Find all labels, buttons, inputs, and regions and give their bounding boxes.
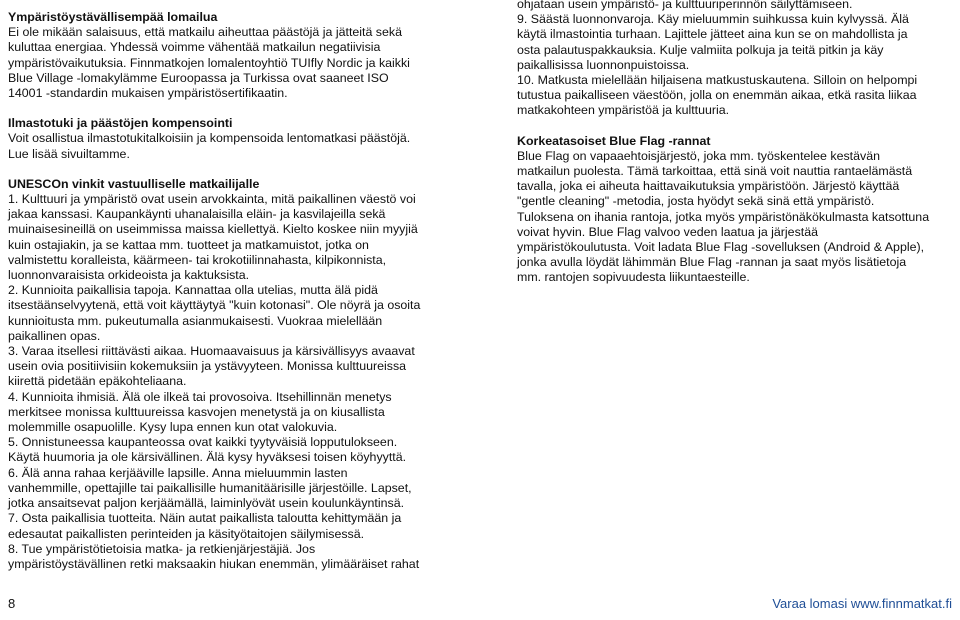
paragraph-line: tutustua paikalliseen väestöön, jolla on enemmän aikaa, etkä rasita liikaa: [517, 88, 917, 103]
paragraph-line: 7. Osta paikallisia tuotteita. Näin autat paikallista taloutta kehittymään ja: [8, 511, 402, 526]
paragraph-line: ohjataan usein ympäristö- ja kulttuuriperinnön säilyttämiseen.: [517, 0, 853, 11]
section-title: UNESCOn vinkit vastuulliselle matkailijalle: [8, 176, 260, 191]
section-eco-travel: [8, 10, 448, 101]
paragraph-line: 6. Älä anna rahaa kerjääville lapsille. Anna mieluummin lasten: [8, 465, 348, 480]
paragraph-line: vanhemmille, opettajille tai paikallisille humanitäärisille järjestöille. Lapset,: [8, 480, 412, 495]
paragraph-line: kuin ostajiakin, ja se kattaa mm. tuotteet ja matkamuistot, jotka on: [8, 237, 369, 252]
paragraph-line: ympäristövaikutuksia. Finnmatkojen lomalentoyhtiö TUIfly Nordic ja kaikki: [8, 55, 410, 70]
right-column: [517, 0, 947, 286]
paragraph-line: Tuloksena on ihania rantoja, jotka myös ympäristönäkökulmasta katsottuna: [517, 209, 930, 224]
section-title: Ympäristöystävällisempää lomailua: [8, 10, 218, 24]
paragraph-line: paikallinen opas.: [8, 328, 101, 343]
paragraph-line: itsestäänselvyytenä, että voit käyttäytyä "kuin kotonasi". Ole nöyrä ja osoita: [8, 298, 421, 313]
paragraph-line: 3. Varaa itsellesi riittävästi aikaa. Huomaavaisuus ja kärsivällisyys avaavat: [8, 344, 415, 359]
paragraph-line: kuluttaa energiaa. Yhdessä voimme vähentää matkailun negatiivisia: [8, 40, 381, 55]
paragraph-line: voivat hyvin. Blue Flag valvoo veden laatua ja järjestää: [517, 224, 818, 239]
paragraph-line: Blue Flag on vapaaehtoisjärjestö, joka mm. työskentelee kestävän: [517, 148, 880, 163]
paragraph-line: matkakohteen ympäristöä ja kulttuuria.: [517, 103, 730, 118]
section-unesco-tips-continued: [517, 0, 947, 119]
paragraph-line: tavalla, joka ei aiheuta haittavaikutuksia ympäristöön. Järjestö käyttää: [517, 179, 900, 194]
paragraph-line: "gentle cleaning" -metodia, josta hyödyt sekä sinä että ympäristö.: [517, 194, 875, 209]
section-title: Korkeatasoiset Blue Flag -rannat: [517, 133, 711, 148]
paragraph-line: Käytä huumoria ja ole kärsivällinen. Älä kysy hyväksesi toisen köyhyyttä.: [8, 450, 407, 465]
paragraph-line: ympäristökoulutusta. Voit ladata Blue Flag -sovelluksen (Android & Apple),: [517, 240, 925, 255]
paragraph-line: mm. rantojen sopivuudesta liikuntaesteille.: [517, 270, 750, 285]
section-title: Ilmastotuki ja päästöjen kompensointi: [8, 116, 233, 131]
footer-website-link[interactable]: Varaa lomasi www.finnmatkat.fi: [772, 596, 952, 611]
paragraph-line: käytä ilmastointia turhaan. Lajittele jätteet aina kun se on mahdollista ja: [517, 27, 908, 42]
paragraph-line: 2. Kunnioita paikallisia tapoja. Kannattaa olla utelias, mutta älä pidä: [8, 283, 378, 298]
paragraph-line: usein ovia positiivisiin kokemuksiin ja ystävyyteen. Monissa kulttuureissa: [8, 359, 407, 374]
paragraph-line: 1. Kulttuuri ja ympäristö ovat usein arvokkainta, mitä paikallinen väestö voi: [8, 192, 416, 207]
page-number: 8: [8, 596, 16, 611]
section-unesco-tips: [8, 177, 448, 572]
paragraph-line: muinaisesineillä on useimmissa maissa kiellettyä. Kielto koskee niin myyjiä: [8, 222, 418, 237]
paragraph-line: matkailun puolesta. Tämä tarkoittaa, että sinä voit nauttia rantaelämästä: [517, 164, 913, 179]
paragraph-line: Voit osallistua ilmastotukitalkoisiin ja kompensoida lentomatkasi päästöjä.: [8, 131, 411, 146]
paragraph-line: valmistettu koralleista, käärmeen- tai krokotiilinnahasta, kilpikonnista,: [8, 252, 387, 267]
paragraph-line: 10. Matkusta mielellään hiljaisena matkustuskautena. Silloin on helpompi: [517, 73, 918, 88]
paragraph-line: edesautat paikallisten perinteiden ja käsityötaitojen säilymisessä.: [8, 526, 365, 541]
paragraph-line: ympäristöystävällinen retki maksaakin hiukan enemmän, ylimääräiset rahat: [8, 556, 420, 571]
paragraph-line: 4. Kunnioita ihmisiä. Älä ole ilkeä tai provosoiva. Itsehillinnän menetys: [8, 389, 392, 404]
paragraph-line: Blue Village -lomakylämme Euroopassa ja Turkissa ovat saaneet ISO: [8, 70, 389, 85]
paragraph-line: merkitsee monissa kulttuureissa kasvojen menetystä ja on kiusallista: [8, 404, 385, 419]
paragraph-line: 14001 -standardin mukaisen ympäristösertifikaatin.: [8, 86, 288, 101]
paragraph-line: paikallisissa luonnonpuistoissa.: [517, 57, 690, 72]
paragraph-line: Ei ole mikään salaisuus, että matkailu aiheuttaa päästöjä ja jätteitä sekä: [8, 25, 402, 40]
left-column: [8, 10, 448, 572]
paragraph-line: Lue lisää sivuiltamme.: [8, 146, 130, 161]
paragraph-line: kiirettä pidetään epäkohteliaana.: [8, 374, 187, 389]
paragraph-line: kunnioitusta mm. pukeutumalla asianmukaisesti. Vuokraa mielellään: [8, 313, 383, 328]
paragraph-line: 8. Tue ympäristötietoisia matka- ja retkienjärjestäjiä. Jos: [8, 541, 316, 556]
paragraph-line: jonka avulla löydät lähimmän Blue Flag -rannan ja saat myös lisätietoja: [517, 255, 907, 270]
paragraph-line: osta palautuspakkauksia. Kulje valmiita polkuja ja teitä pitkin ja käy: [517, 42, 884, 57]
paragraph-line: jakaa kanssasi. Kaupankäynti uhanalaisilla eläin- ja kasvilajeilla sekä: [8, 207, 386, 222]
paragraph-line: luonnonvaraisista orkideoista ja kaktuksista.: [8, 268, 250, 283]
paragraph-line: molemmille osapuolille. Kysy lupa ennen kun otat valokuvia.: [8, 420, 338, 435]
section-climate-compensation: [8, 116, 448, 162]
paragraph-line: jotka ansaitsevat paljon kerjäämällä, laiminlyövät usein koulunkäyntinsä.: [8, 496, 405, 511]
paragraph-line: 5. Onnistuneessa kaupanteossa ovat kaikki tyytyväisiä lopputulokseen.: [8, 435, 398, 450]
section-blue-flag: [517, 134, 947, 286]
paragraph-line: 9. Säästä luonnonvaroja. Käy mieluummin suihkussa kuin kylvyssä. Älä: [517, 12, 909, 27]
